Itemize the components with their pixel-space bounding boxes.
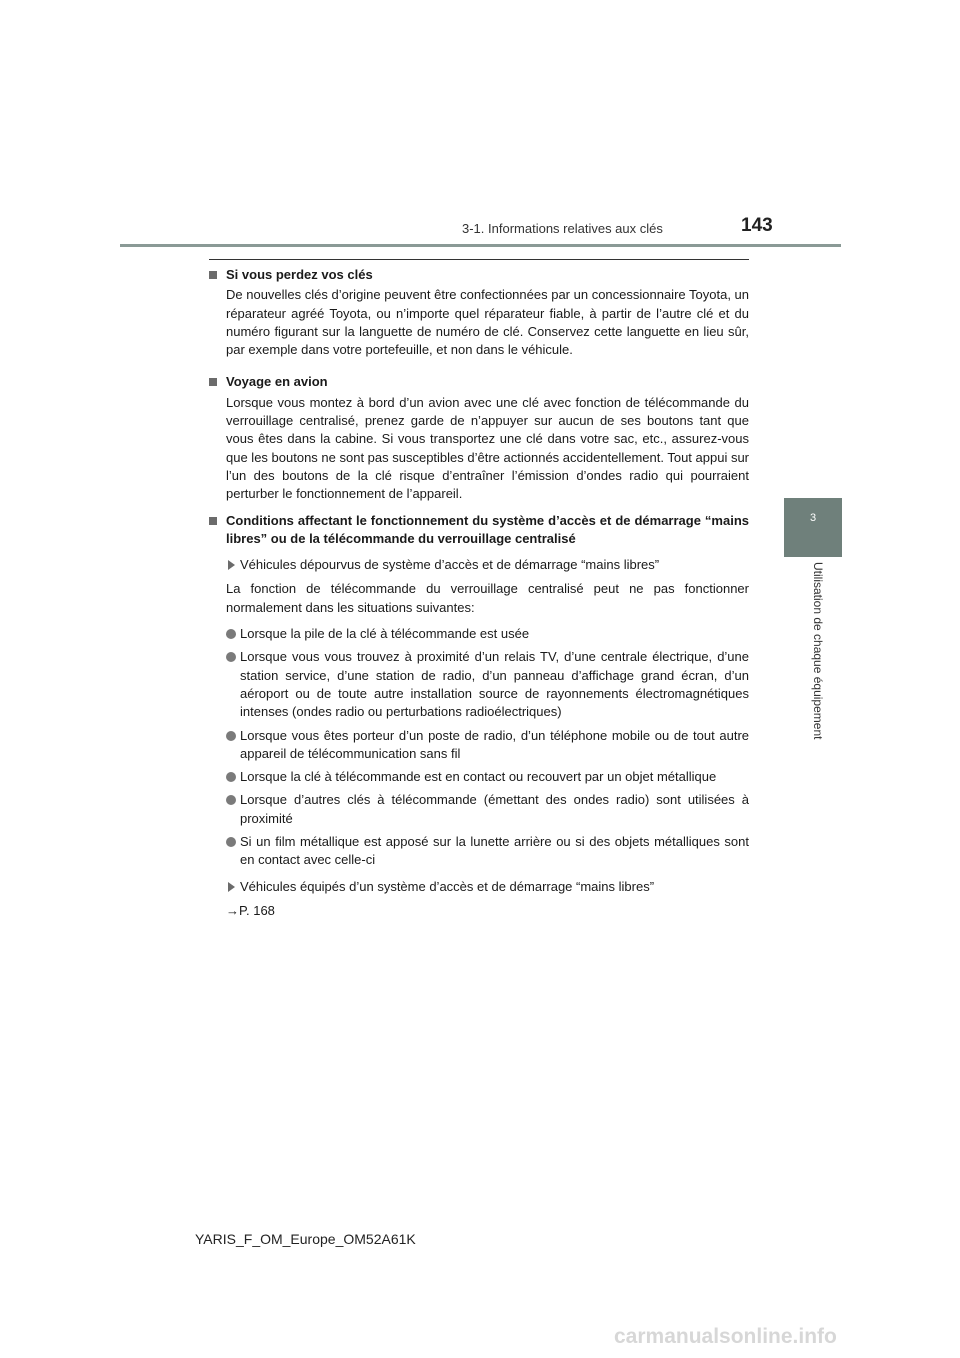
section-heading-text: Voyage en avion xyxy=(226,374,328,390)
vehicle-condition-text: Véhicules dépourvus de système d’accès et de démarrage “mains libres” xyxy=(240,557,660,573)
page-reference-link[interactable]: →P. 168 xyxy=(226,902,275,918)
vehicle-condition-text: Véhicules équipés d’un système d’accès et de démarrage “mains libres” xyxy=(240,878,655,894)
list-item-text: Lorsque la clé à télécommande est en contact ou recouvert par un objet métallique xyxy=(240,769,717,785)
section-paragraph: De nouvelles clés d’origine peuvent être confectionnées par un concessionnaire Toyota, un réparateur agréé Toyota, ou n’importe quel réparateur fiable, à partir de l’autre clé et du numéro figurant sur la languette de numéro de clé. Conservez cette languette en lieu sûr, par exemple dans votre portefeuille, et non dans le véhicule. xyxy=(226,287,749,358)
section-heading-text: Si vous perdez vos clés xyxy=(226,267,373,282)
section-heading xyxy=(209,512,749,549)
vehicle-condition-item xyxy=(209,556,749,574)
page-content xyxy=(209,266,749,920)
circle-bullet-icon xyxy=(226,629,236,639)
chapter-tab xyxy=(784,498,842,557)
triangle-arrow-icon xyxy=(228,882,235,892)
content-rule xyxy=(209,259,749,260)
list-item-text: Lorsque vous êtes porteur d’un poste de radio, d’un téléphone mobile ou de tout autre appareil de télécommunication sans fil xyxy=(240,727,749,761)
list-item xyxy=(209,727,749,764)
section-heading xyxy=(209,266,749,284)
watermark: carmanualsonline.info xyxy=(614,1325,837,1348)
section-heading-text: Conditions affectant le fonctionnement du système d’accès et de démarrage “mains libres” ou de la télécommande du verrouillage centralisé xyxy=(226,512,749,546)
square-bullet-icon xyxy=(209,517,217,525)
section-paragraph: Lorsque vous montez à bord d’un avion avec une clé avec fonction de télécommande du verrouillage centralisé, prenez garde de n’appuyer sur aucun de ses boutons tant que vous êtes dans la cabine. Si vous transportez une clé dans votre sac, etc., assurez-vous que les boutons ne sont pas susceptibles d’être actionnés accidentellement. Tout appui sur l’un des boutons de la clé risque d’entraîner l’émission d’ondes radio qui pourraient perturber le fonctionnement de l’appareil. xyxy=(226,394,749,502)
header-section-title: 3-1. Informations relatives aux clés xyxy=(462,221,663,236)
list-item xyxy=(209,648,749,721)
list-item-text: Lorsque la pile de la clé à télécommande est usée xyxy=(240,626,530,642)
list-item xyxy=(209,625,749,643)
page-number: 143 xyxy=(741,215,773,236)
square-bullet-icon xyxy=(209,271,217,279)
list-item xyxy=(209,833,749,870)
circle-bullet-icon xyxy=(226,795,236,805)
section-heading xyxy=(209,373,749,391)
circle-bullet-icon xyxy=(226,772,236,782)
chapter-number: 3 xyxy=(809,512,817,524)
chapter-title: Utilisation de chaque équipement xyxy=(811,562,825,740)
list-item-text: Lorsque d’autres clés à télécommande (émettant des ondes radio) sont utilisées à proximité xyxy=(240,792,749,826)
vehicle-condition-item xyxy=(209,878,749,896)
square-bullet-icon xyxy=(209,378,217,386)
circle-bullet-icon xyxy=(226,652,236,662)
document-code: YARIS_F_OM_Europe_OM52A61K xyxy=(195,1231,416,1247)
list-item xyxy=(209,768,749,786)
list-item-text: Si un film métallique est apposé sur la lunette arrière ou si des objets métalliques sont en contact avec celle-ci xyxy=(240,834,749,868)
circle-bullet-icon xyxy=(226,731,236,741)
list-item xyxy=(209,791,749,828)
header-rule xyxy=(120,244,841,247)
triangle-arrow-icon xyxy=(228,560,235,570)
circle-bullet-icon xyxy=(226,837,236,847)
list-item-text: Lorsque vous vous trouvez à proximité d’un relais TV, d’une centrale électrique, d’une station service, d’une station de radio, d’un panneau d’affichage grand écran, d’un aéroport ou de toute autre installation source de rayonnements électromagnétiques intenses (ondes radio ou perturbations radioélectriques) xyxy=(240,649,749,720)
section-paragraph: La fonction de télécommande du verrouillage centralisé peut ne pas fonctionner normalement dans les situations suivantes: xyxy=(226,581,749,615)
